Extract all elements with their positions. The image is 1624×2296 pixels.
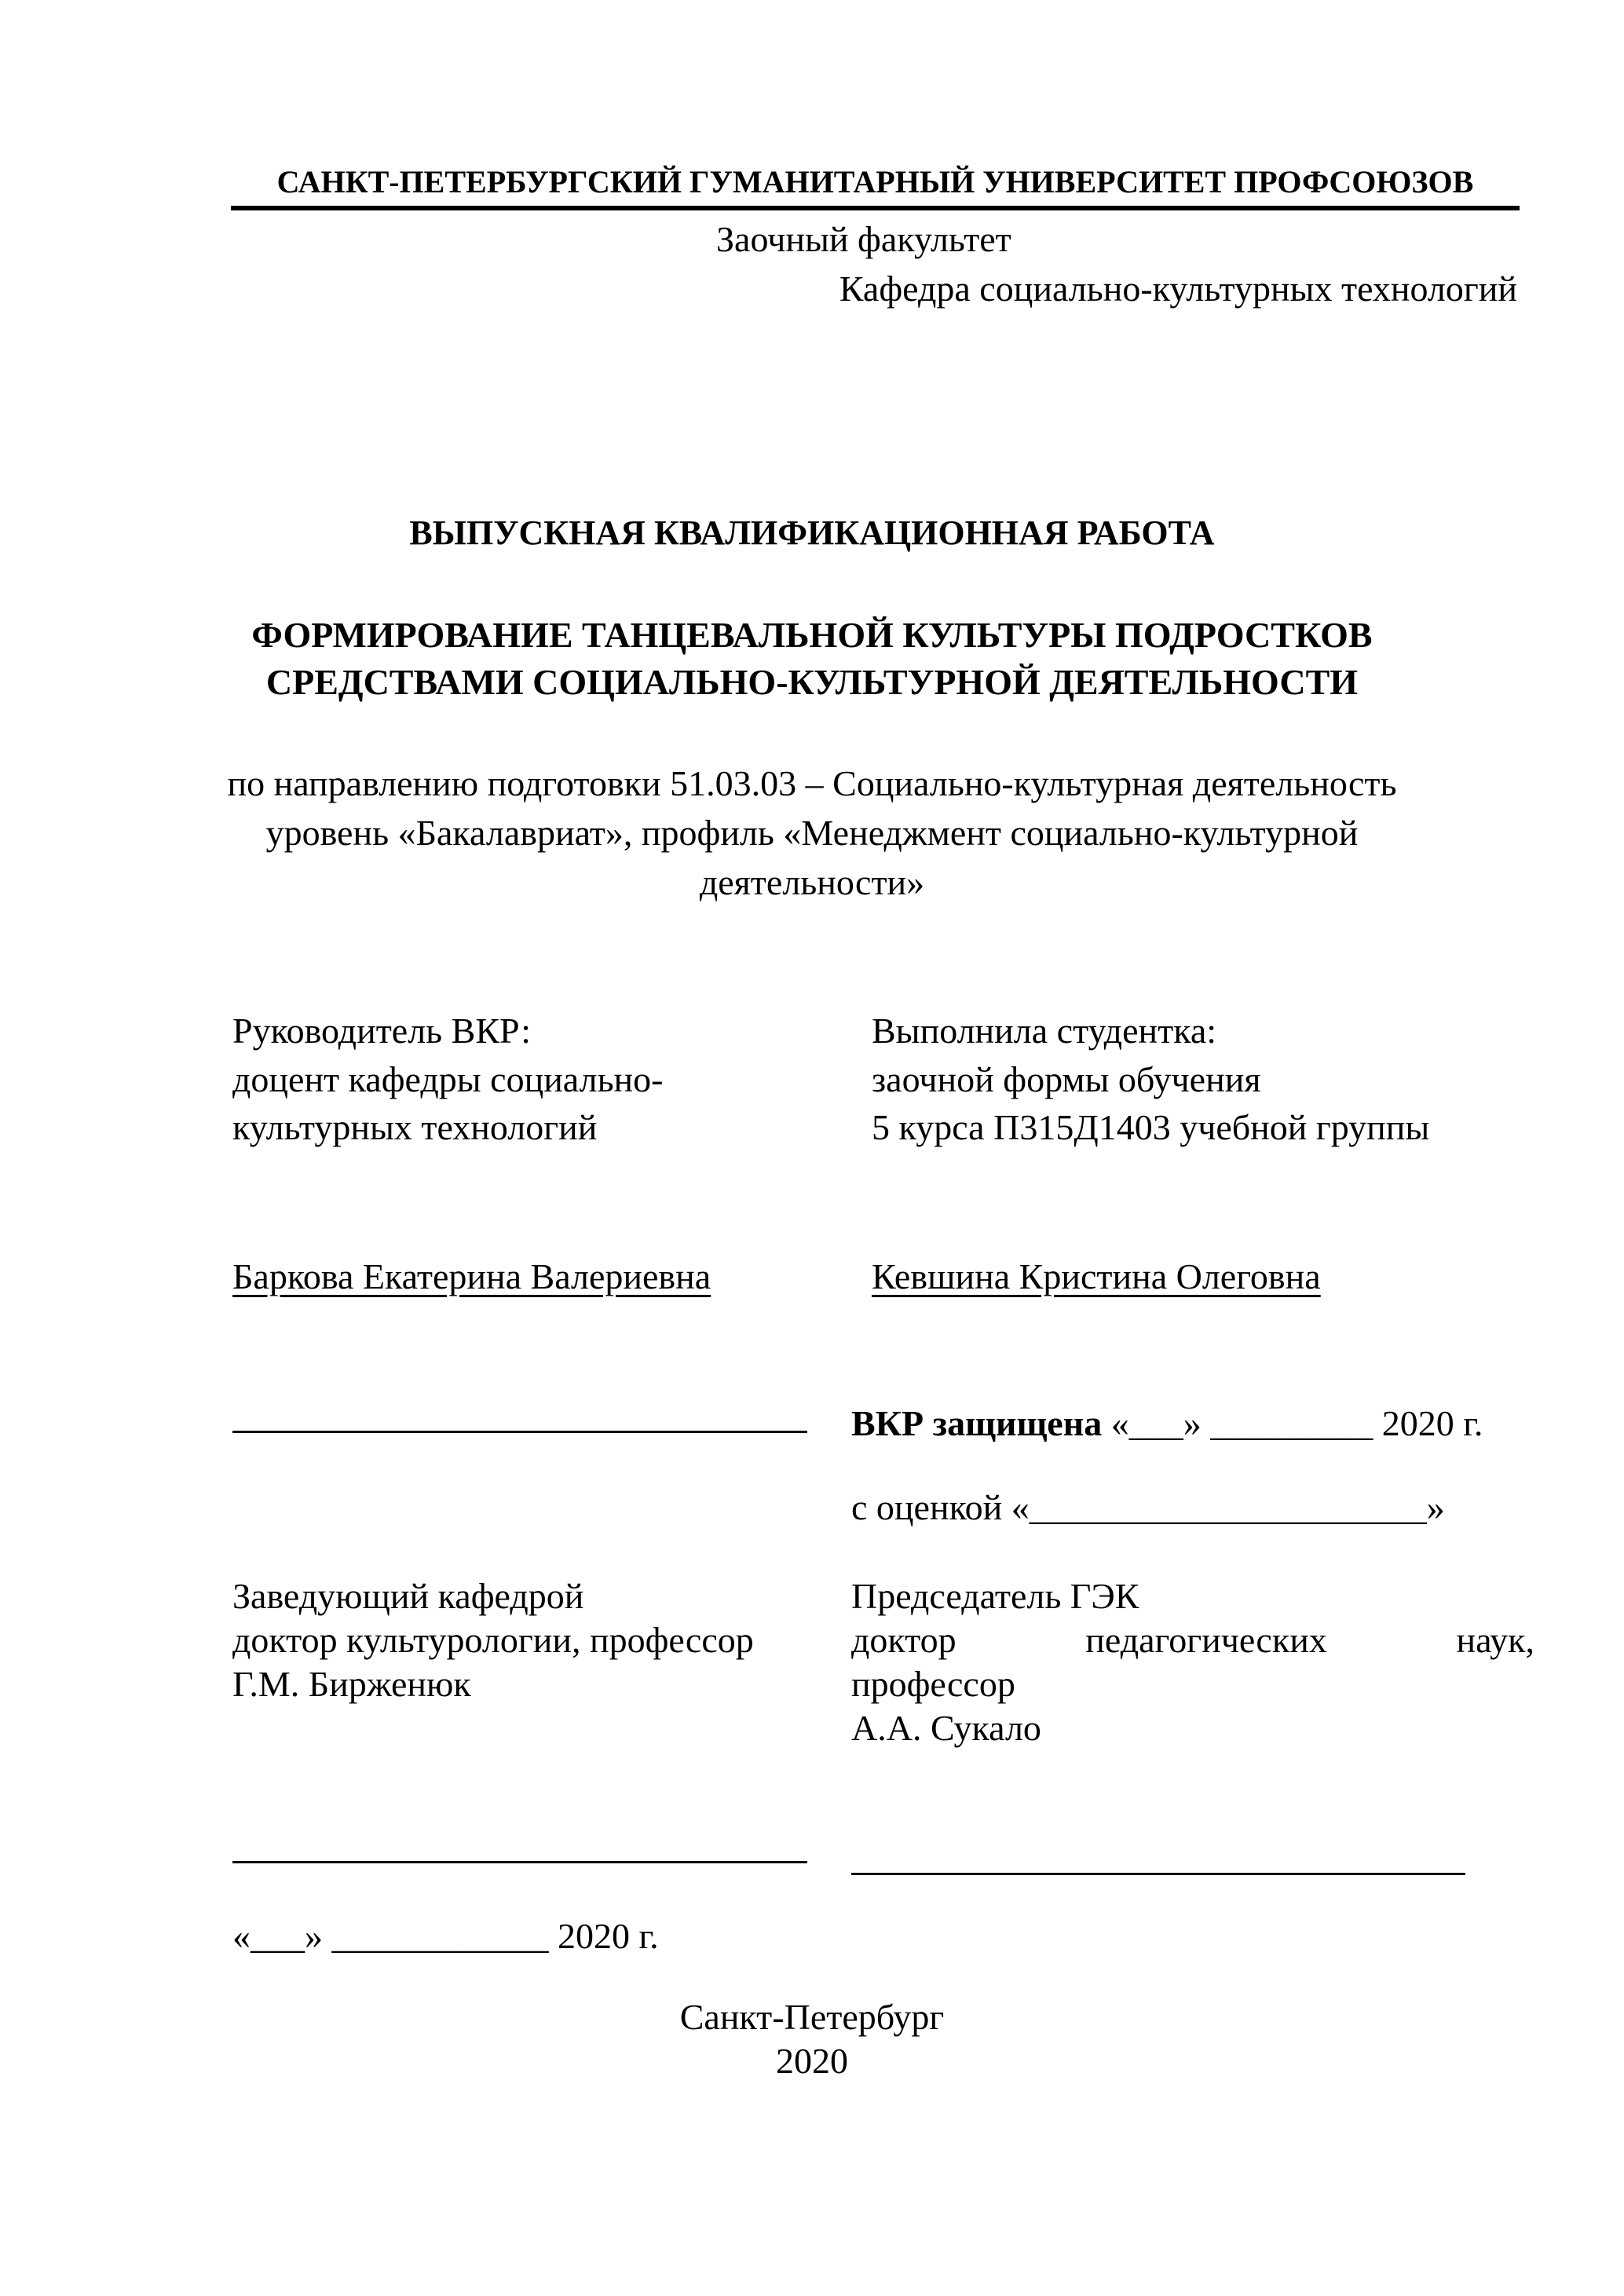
head-of-department-degree: доктор культурологии, профессор bbox=[232, 1620, 754, 1660]
direction-line-3: деятельности» bbox=[699, 862, 925, 902]
supervisor-position-line-2: культурных технологий bbox=[232, 1107, 598, 1147]
gek-chair-degree bbox=[851, 1622, 1534, 1658]
head-of-department-name: Г.М. Бирженюк bbox=[232, 1664, 471, 1704]
grade-label: с оценкой « bbox=[851, 1487, 1030, 1527]
thesis-theme-line-1: ФОРМИРОВАНИЕ ТАНЦЕВАЛЬНОЙ КУЛЬТУРЫ ПОДРОСТКОВ bbox=[251, 615, 1373, 655]
supervisor-name: Баркова Екатерина Валериевна bbox=[232, 1256, 711, 1296]
department-name: Кафедра социально-культурных технологий bbox=[839, 269, 1517, 309]
year: 2020 bbox=[776, 2041, 848, 2081]
head-of-department-date: «___» ____________ 2020 г. bbox=[232, 1916, 659, 1956]
student-group: 5 курса П315Д1403 учебной группы bbox=[872, 1107, 1430, 1147]
grade-close-quote: » bbox=[1426, 1487, 1445, 1527]
grade-blank: ______________________ bbox=[1029, 1487, 1427, 1527]
header-rule bbox=[231, 206, 1520, 210]
supervisor-signature-line bbox=[232, 1431, 807, 1433]
work-type-heading: ВЫПУСКНАЯ КВАЛИФИКАЦИОННАЯ РАБОТА bbox=[409, 514, 1215, 552]
gek-chair-title: профессор bbox=[851, 1664, 1015, 1704]
gek-degree-word-2: педагогических bbox=[1085, 1620, 1327, 1660]
gek-degree-word-1: доктор bbox=[851, 1620, 956, 1660]
head-of-department-label: Заведующий кафедрой bbox=[232, 1576, 584, 1616]
student-form-of-study: заочной формы обучения bbox=[872, 1059, 1261, 1099]
gek-chair-signature-line bbox=[851, 1873, 1465, 1875]
gek-chair-name: А.А. Сукало bbox=[851, 1708, 1041, 1748]
defense-row bbox=[851, 1403, 1483, 1443]
gek-degree-word-3: наук, bbox=[1456, 1620, 1534, 1660]
direction-line-2: уровень «Бакалавриат», профиль «Менеджмент социально-культурной bbox=[265, 813, 1359, 853]
student-name: Кевшина Кристина Олеговна bbox=[872, 1256, 1321, 1296]
head-of-department-signature-line bbox=[232, 1861, 807, 1863]
thesis-theme-line-2: СРЕДСТВАМИ СОЦИАЛЬНО-КУЛЬТУРНОЙ ДЕЯТЕЛЬНОСТИ bbox=[265, 662, 1359, 702]
city: Санкт-Петербург bbox=[679, 1997, 945, 2037]
defense-date: «___» _________ 2020 г. bbox=[1110, 1403, 1483, 1443]
defense-label: ВКР защищена bbox=[851, 1403, 1103, 1443]
grade-row bbox=[851, 1487, 1445, 1527]
student-label: Выполнила студентка: bbox=[872, 1011, 1217, 1051]
faculty-name: Заочный факультет bbox=[716, 219, 1011, 259]
supervisor-position-line-1: доцент кафедры социально- bbox=[232, 1059, 664, 1099]
university-name: САНКТ-ПЕТЕРБУРГСКИЙ ГУМАНИТАРНЫЙ УНИВЕРСИТЕТ ПРОФСОЮЗОВ bbox=[276, 164, 1474, 199]
direction-line-1: по направлению подготовки 51.03.03 – Социально-культурная деятельность bbox=[227, 763, 1397, 803]
supervisor-label: Руководитель ВКР: bbox=[232, 1011, 532, 1051]
gek-chair-label: Председатель ГЭК bbox=[851, 1576, 1139, 1616]
